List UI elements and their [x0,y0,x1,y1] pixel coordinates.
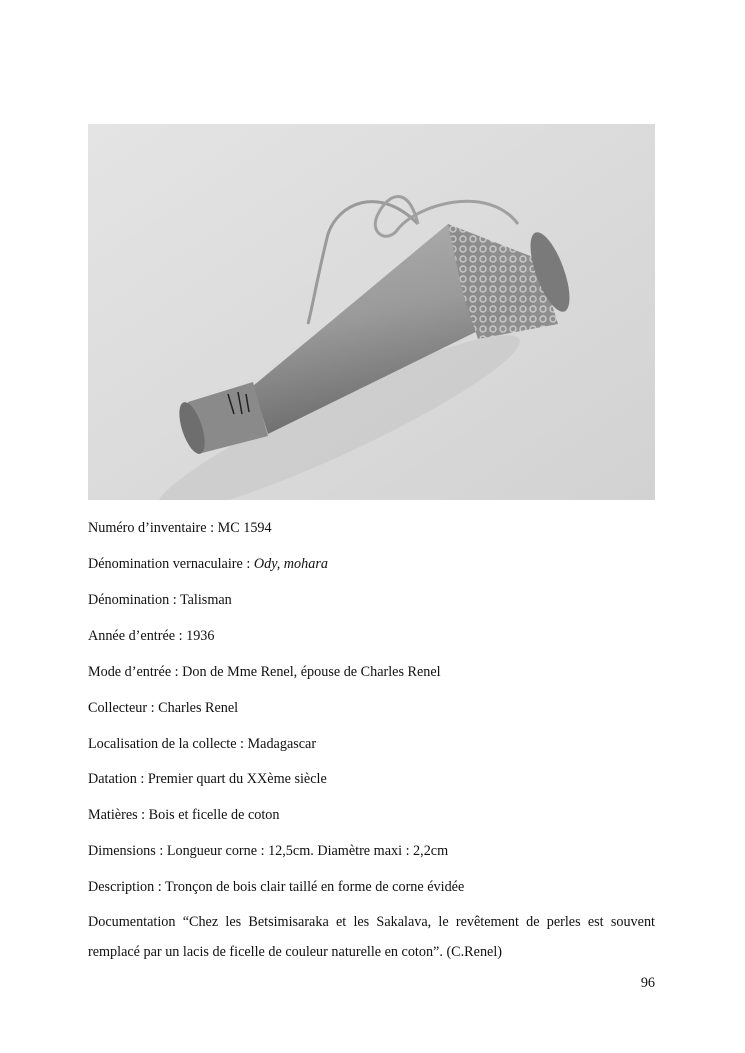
field-value: MC 1594 [217,520,272,536]
field-description [88,878,655,896]
object-photo [88,124,655,500]
field-value: Tronçon de bois clair taillé en forme de corne évidée [164,879,465,895]
field-label: Datation : [88,771,148,787]
field-inventory-number [88,519,655,537]
field-label: Localisation de la collecte : [88,736,248,752]
field-vernacular-name [88,555,655,573]
documentation-paragraph: Documentation “Chez les Betsimisaraka et les Sakalava, le revêtement de perles est souvent remplacé par un lacis de ficelle de couleur naturelle en coton”. (C.Renel) [88,914,655,960]
field-dating [88,770,655,788]
field-value: Premier quart du XXème siècle [147,771,327,787]
field-label: Dénomination vernaculaire : [88,556,254,572]
field-value: Don de Mme Renel, épouse de Charles Renel [182,664,441,680]
field-value: Charles Renel [158,700,239,716]
field-label: Numéro d’inventaire : [88,520,218,536]
field-collection-location [88,735,655,753]
field-label: Mode d’entrée : [88,664,183,680]
field-label: Description : [88,879,165,895]
field-label: Année d’entrée : [88,628,187,644]
page-number: 96 [640,975,655,991]
field-value: Bois et ficelle de coton [148,807,280,823]
field-collector [88,699,655,717]
field-entry-mode [88,663,655,681]
field-label: Dimensions : [88,843,167,859]
field-value: 1936 [186,628,215,644]
field-value: Madagascar [247,736,317,752]
field-value: Ody, mohara [253,556,328,572]
field-value: Longueur corne : 12,5cm. Diamètre maxi : 2,2cm [166,843,449,859]
field-dimensions [88,842,655,860]
field-entry-year [88,627,655,645]
field-label: Collecteur : [88,700,159,716]
field-materials [88,806,655,824]
horn-talisman-image [88,124,655,500]
field-label: Dénomination : [88,592,180,608]
field-denomination [88,591,655,609]
field-value: Talisman [179,592,232,608]
field-label: Matières : [88,807,149,823]
